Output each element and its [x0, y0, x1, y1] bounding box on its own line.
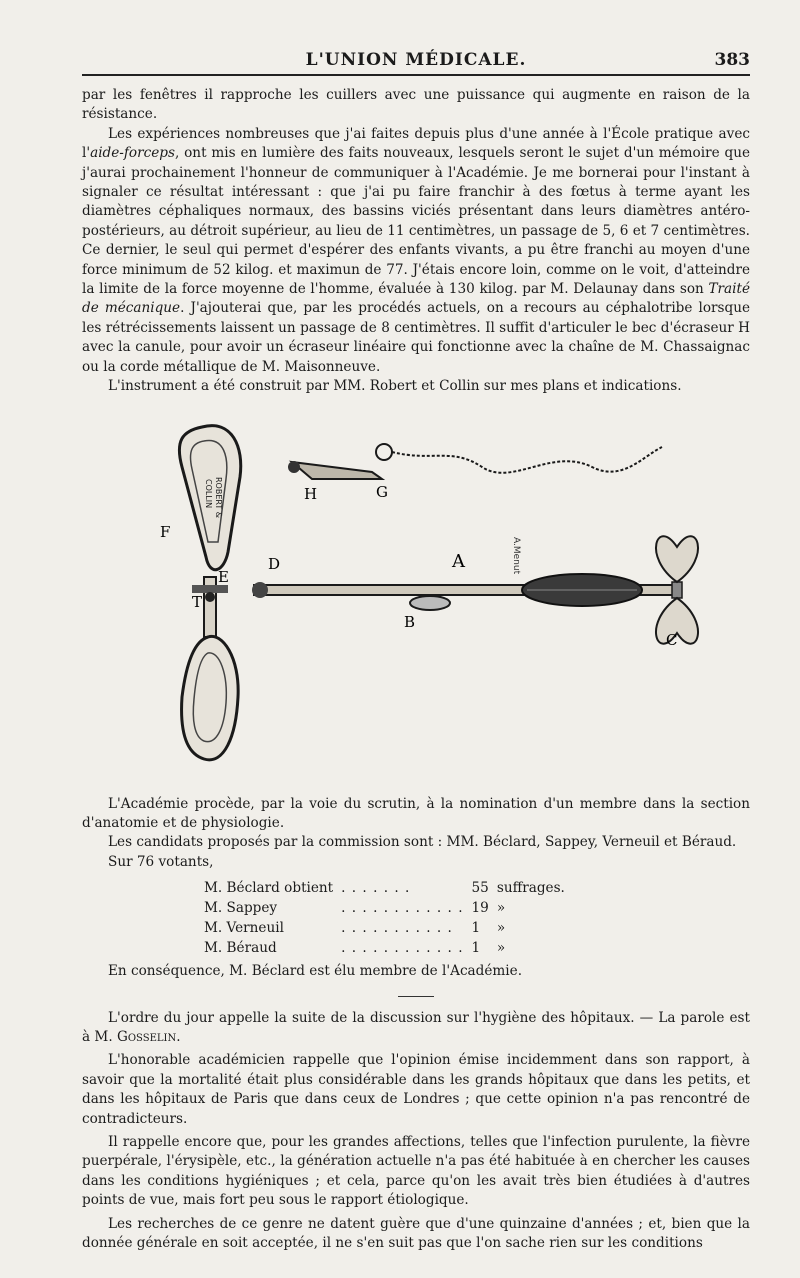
paragraph-mortalite: L'honorable académicien rappelle que l'opinion émise incidemment dans son rapport, à savoir que la mortalité était plus considérable dans les grands hôpitaux que dans les petits, et dans les hôpitaux de Paris que dans ceux de Londres ; que cette opinion n'a pas rencontré de contradicteurs.: [82, 1052, 750, 1127]
aide-forceps-term: aide-forceps: [90, 145, 175, 162]
forceps-blade-upper: [179, 425, 240, 569]
vote-count: 55: [471, 880, 489, 897]
vote-results-table: [200, 878, 569, 958]
paragraph-conclusion: En conséquence, M. Béclard est élu membre de l'Académie.: [108, 963, 523, 980]
speaker-name: Gosselin.: [117, 1028, 181, 1045]
chain: [376, 444, 662, 473]
vote-unit: suffrages.: [496, 880, 565, 897]
instrument-drawing: [32, 407, 800, 777]
body-text-conclusion: [82, 962, 750, 981]
engraver-signature: A.Menut: [511, 536, 521, 574]
vote-unit: »: [496, 900, 506, 917]
label-f: F: [160, 522, 171, 541]
paragraph-votants: Sur 76 votants,: [108, 853, 214, 870]
table-row: [200, 938, 569, 958]
candidate-name: M. Béclard obtient: [204, 880, 334, 897]
label-b: B: [404, 612, 416, 631]
label-d: D: [268, 554, 281, 573]
label-t: T: [192, 592, 203, 611]
table-row: [200, 878, 569, 898]
ecraseur-tip: [288, 461, 382, 479]
paragraph-recherches: Les recherches de ce genre ne datent guère que d'une quinzaine d'années ; et, bien que la donnée générale en soit acceptée, il ne s'en suit pas que l'on sache rien sur les conditions: [82, 1215, 750, 1251]
stamp-robert: ROBERT &: [214, 476, 223, 518]
paragraph-candidats: Les candidats proposés par la commission sont : MM. Béclard, Sappey, Verneuil et Béraud.: [108, 834, 737, 851]
paragraph-affections: Il rappelle encore que, pour les grandes affections, telles que l'infection purulente, la fièvre puerpérale, l'érysipèle, etc., la génération actuelle n'a pas été habituée à en chercher les causes dans les conditions hygiéniques ; et cela, parce qu'on les avait très bien étudiées à d'autres points de vue, mais fort peu sous le rapport étiologique.: [82, 1133, 750, 1209]
paragraph-instrument: L'instrument a été construit par MM. Robert et Collin sur mes plans et indications.: [108, 378, 682, 395]
leader-dots: . . . . . . . . . . .: [341, 920, 453, 937]
experiences-text-cont: , ont mis en lumière des faits nouveaux, lesquels seront le sujet d'un mémoire que j'aurai prochainement l'honneur de communiquer à l'Académie. Je me bornerai pour l'instant à signaler ce résultat intéressant : que j'ai pu faire franchir à des fœtus à terme ayant les diamètres céphaliques normaux, des bassins viciés présentant dans leurs diamètres antéro-postérieurs, au détroit supérieur, au lieu de 11 centimètres, un passage de 5, 6 et 7 centimètres. Ce dernier, le seul qui permet d'espérer des enfants vivants, a pu être franchi au moyen d'une force minimum de 52 kilog. et maximun de 77. J'étais encore loin, comme on le voit, d'atteindre la limite de la force moyenne de l'homme, évaluée à 130 kilog. par M. Delaunay dans son: [82, 145, 750, 298]
body-text-bottom: [82, 1009, 750, 1254]
running-header: [82, 44, 750, 76]
candidate-name: M. Béraud: [204, 940, 277, 957]
vote-unit: »: [496, 940, 506, 957]
body-text-top: [82, 86, 750, 397]
vote-unit: »: [496, 920, 506, 937]
paragraph-ordre-du-jour: [82, 1009, 750, 1048]
paragraph-experiences: Les expériences nombreuses que j'ai faites depuis plus d'une année à l'École pratique avec l'aide-forceps, ont mis en lumière des faits nouveaux, lesquels seront le sujet d'un mémoire que j'aurai prochainement l'honneur de communiquer à l'Académie. Je me bornerai pour l'instant à signaler ce résultat intéressant : que j'ai pu faire franchir à des fœtus à terme ayant les diamètres céphaliques normaux, des bassins viciés présentant dans leurs diamètres antéro-postérieurs, au détroit supérieur, au lieu de 11 centimètres, un passage de 5, 6 et 7 centimètres. Ce dernier, le seul qui permet d'espérer des enfants vivants, a pu être franchi au moyen d'une force minimum de 52 kilog. et maximun de 77. J'étais encore loin, comme on le voit, d'atteindre la limite de la force moyenne de l'homme, évaluée à 130 kilog. par M. Delaunay dans son Traité de mécanique. J'ajouterai que, par les procédés actuels, on a recours au céphalotribe lorsque les rétrécissements laissent un passage de 8 centimètres. Il suffit d'articuler le bec d'écraseur H avec la canule, pour avoir un écraseur linéaire qui fonctionne avec la chaîne de M. Chassaignac ou la corde métallique de M. Maisonneuve.: [82, 125, 751, 375]
main-rod: [252, 574, 674, 610]
vote-count: 1: [471, 940, 481, 957]
label-e: E: [218, 567, 229, 586]
experiences-text-end: . J'ajouterai que, par les procédés actuels, on a recours au céphalotribe lorsque les rétrécissements laissent un passage de 8 centimètres. Il suffit d'articuler le bec d'écraseur H avec la canule, pour avoir un écraseur linéaire qui fonctionne avec la chaîne de M. Chassaignac ou la corde métallique de M. Maisonneuve.: [82, 300, 751, 375]
stamp-collin: COLLIN: [204, 478, 213, 508]
label-c: C: [666, 630, 678, 649]
paragraph-resistance: par les fenêtres il rapproche les cuillers avec une puissance qui augmente en raison de la résistance.: [82, 87, 750, 123]
section-divider: [398, 996, 434, 997]
label-g: G: [376, 482, 388, 501]
candidate-name: M. Verneuil: [204, 920, 284, 937]
label-a: A: [452, 550, 465, 572]
instrument-illustration: [82, 407, 750, 777]
journal-title: L'UNION MÉDICALE.: [305, 50, 527, 70]
page-number: 383: [714, 50, 750, 70]
candidate-name: M. Sappey: [204, 900, 278, 917]
ordre-du-jour-text: L'ordre du jour appelle la suite de la discussion sur l'hygiène des hôpitaux. — La parole est à M.: [82, 1009, 750, 1045]
paragraph-scrutin: L'Académie procède, par la voie du scrutin, à la nomination d'un membre dans la section d'anatomie et de physiologie.: [82, 795, 750, 831]
traite-mecanique-title: Traité de mécanique: [82, 281, 750, 317]
forceps-blade-lower: [182, 636, 239, 759]
leader-dots: . . . . . . . . . . . .: [341, 940, 464, 957]
table-row: [200, 918, 569, 938]
vote-count: 1: [471, 920, 481, 937]
leader-dots: . . . . . . . . . . . .: [341, 900, 464, 917]
body-text-middle: [82, 795, 750, 873]
vote-count: 19: [471, 900, 489, 917]
experiences-text: Les expériences nombreuses que j'ai faites depuis plus d'une année à l'École pratique avec: [108, 125, 750, 142]
table-row: [200, 898, 569, 918]
label-h: H: [304, 484, 318, 503]
leader-dots: . . . . . . .: [341, 880, 411, 897]
